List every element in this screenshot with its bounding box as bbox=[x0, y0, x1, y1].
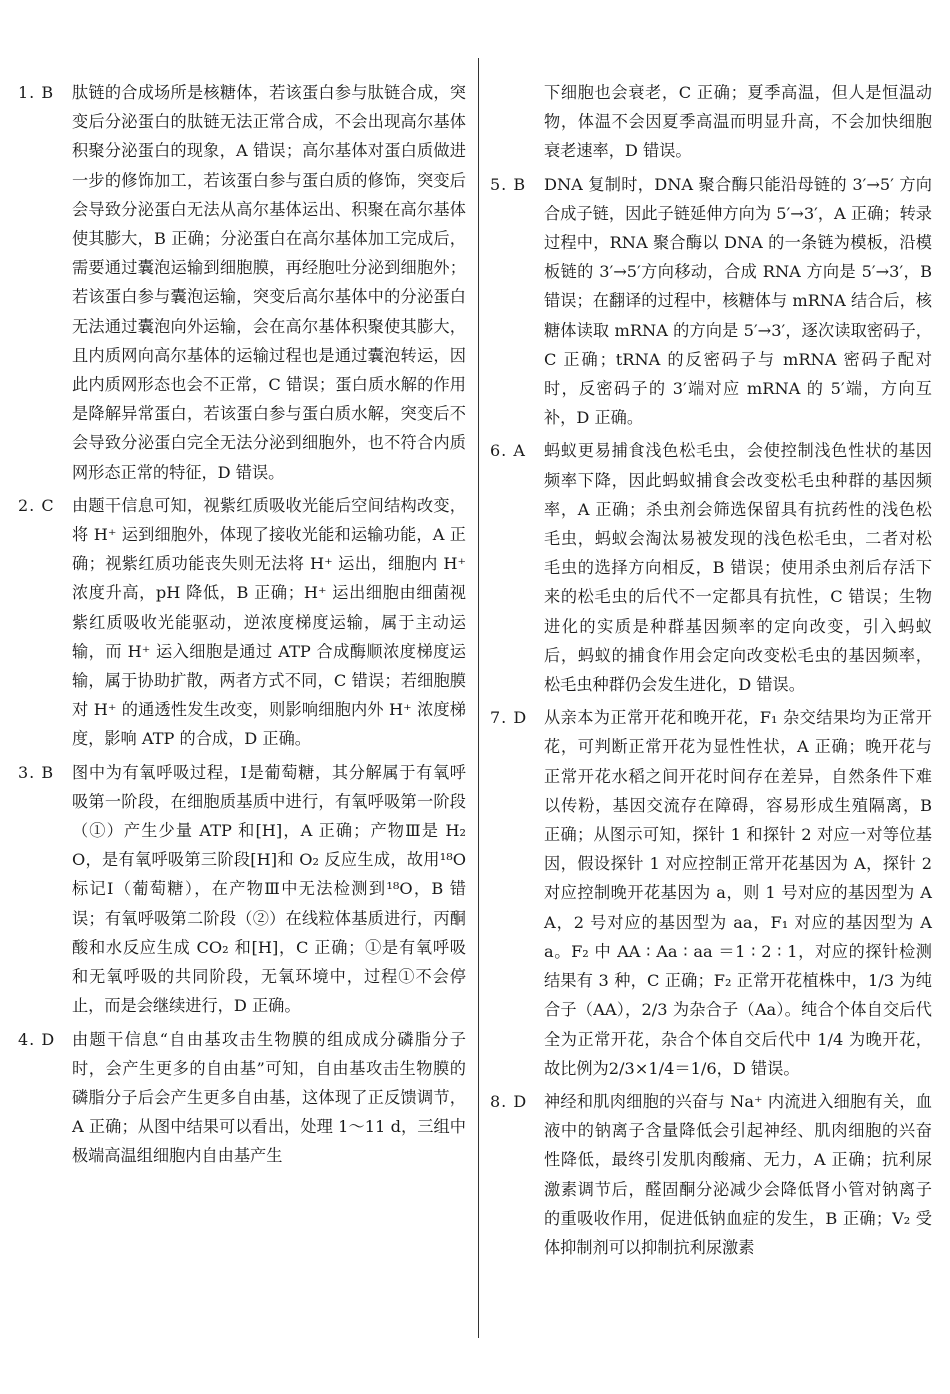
answer-item bbox=[490, 703, 932, 1083]
answer-number: 7. D bbox=[490, 708, 528, 728]
answer-item bbox=[18, 491, 466, 754]
answer-number: 5. B bbox=[490, 174, 527, 194]
answer-explanation: 图中为有氧呼吸过程，Ⅰ是葡萄糖，其分解属于有氧呼吸第一阶段，在细胞质基质中进行，有氧呼吸第一阶段（①）产生少量 ATP 和[H]，A 正确；产物Ⅲ是 H₂O，是有氧呼吸第三阶段[H]和 O₂ 反应生成，故用¹⁸O 标记Ⅰ（葡萄糖），在产物Ⅲ中无法检测到¹⁸O，B 错误；有氧呼吸第二阶段（②）在线粒体基质进行，丙酮酸和水反应生成 CO₂ 和[H]，C 正确；①是有氧呼吸和无氧呼吸的共同阶段，无氧环境中，过程①不会停止，而是会继续进行，D 正确。 bbox=[72, 762, 466, 1016]
answer-number: 3. B bbox=[18, 762, 55, 782]
answer-item bbox=[18, 758, 466, 1021]
answer-number: 8. D bbox=[490, 1091, 528, 1111]
answer-explanation: 由题干信息“自由基攻击生物膜的组成成分磷脂分子时，会产生更多的自由基”可知，自由基攻击生物膜的磷脂分子后会产生更多自由基，这体现了正反馈调节，A 正确；从图中结果可以看出，处理 1～11 d，三组中极端高温组细胞内自由基产生 bbox=[72, 1029, 466, 1166]
answer-number: 2. C bbox=[18, 495, 55, 515]
answer-number: 6. A bbox=[490, 441, 526, 461]
answer-explanation: 肽链的合成场所是核糖体，若该蛋白参与肽链合成，突变后分泌蛋白的肽链无法正常合成，不会出现高尔基体积聚分泌蛋白的现象，A 错误；高尔基体对蛋白质做进一步的修饰加工，若该蛋白参与蛋白质的修饰，突变后会导致分泌蛋白无法从高尔基体运出、积聚在高尔基体使其膨大，B 正确；分泌蛋白在高尔基体加工完成后，需要通过囊泡运输到细胞膜，再经胞吐分泌到细胞外；若该蛋白参与囊泡运输，突变后高尔基体中的分泌蛋白无法通过囊泡向外运输，会在高尔基体积聚使其膨大，且内质网向高尔基体的运输过程也是通过囊泡转运，因此内质网形态也会不正常，C 错误；蛋白质水解的作用是降解异常蛋白，若该蛋白参与蛋白质水解，突变后不会导致分泌蛋白完全无法分泌到细胞外，也不符合内质网形态正常的特征，D 错误。 bbox=[72, 83, 466, 482]
column-divider bbox=[478, 58, 479, 1338]
answer-number: 1. B bbox=[18, 83, 55, 102]
answer-item bbox=[490, 170, 932, 433]
answer-item bbox=[490, 436, 932, 699]
answer-number: 4. D bbox=[18, 1029, 56, 1049]
answer-explanation: 下细胞也会衰老，C 正确；夏季高温，但人是恒温动物，体温不会因夏季高温而明显升高，不会加快细胞衰老速率，D 错误。 bbox=[544, 83, 932, 161]
answer-continuation bbox=[490, 78, 932, 166]
answer-item bbox=[18, 78, 466, 487]
answer-explanation: 蚂蚁更易捕食浅色松毛虫，会使控制浅色性状的基因频率下降，因此蚂蚁捕食会改变松毛虫种群的基因频率，A 正确；杀虫剂会筛选保留具有抗药性的浅色松毛虫，蚂蚁会淘汰易被发现的浅色松毛虫，二者对松毛虫的选择方向相反，B 错误；使用杀虫剂后存活下来的松毛虫的后代不一定都具有抗性，C 错误；生物进化的实质是种群基因频率的定向改变，引入蚂蚁后，蚂蚁的捕食作用会定向改变松毛虫的基因频率，松毛虫种群仍会发生进化，D 错误。 bbox=[544, 441, 932, 695]
answer-explanation: 神经和肌肉细胞的兴奋与 Na⁺ 内流进入细胞有关，血液中的钠离子含量降低会引起神经、肌肉细胞的兴奋性降低，最终引发肌肉酸痛、无力，A 正确；抗利尿激素调节后，醛固酮分泌减少会降低肾小管对钠离子的重吸收作用，促进低钠血症的发生，B 正确；V₂ 受体抑制剂可以抑制抗利尿激素 bbox=[544, 1091, 932, 1257]
answer-explanation: 由题干信息可知，视紫红质吸收光能后空间结构改变，将 H⁺ 运到细胞外，体现了接收光能和运输功能，A 正确；视紫红质功能丧失则无法将 H⁺ 运出，细胞内 H⁺ 浓度升高，pH 降低，B 正确；H⁺ 运出细胞由细菌视紫红质吸收光能驱动，逆浓度梯度运输，属于主动运输，而 H⁺ 运入细胞是通过 ATP 合成酶顺浓度梯度运输，属于协助扩散，两者方式不同，C 错误；若细胞膜对 H⁺ 的通透性发生改变，则影响细胞内外 H⁺ 浓度梯度，影响 ATP 的合成，D 正确。 bbox=[72, 495, 466, 749]
answer-item bbox=[490, 1087, 932, 1262]
answer-item bbox=[18, 1025, 466, 1171]
left-column bbox=[18, 78, 466, 1175]
answer-explanation: 从亲本为正常开花和晚开花，F₁ 杂交结果均为正常开花，可判断正常开花为显性性状，A 正确；晚开花与正常开花水稻之间开花时间存在差异，自然条件下难以传粉，基因交流存在障碍，容易形成生殖隔离，B 正确；从图示可知，探针 1 和探针 2 对应一对等位基因，假设探针 1 对应控制正常开花基因为 A，探针 2 对应控制晚开花基因为 a，则 1 号对应的基因型为 AA，2 号对应的基因型为 aa，F₁ 对应的基因型为 Aa。F₂ 中 AA ∶ Aa ∶ aa ＝1 ∶ 2 ∶ 1，对应的探针检测结果有 3 种，C 正确；F₂ 正常开花植株中，1/3 为纯合子（AA），2/3 为杂合子（Aa）。纯合个体自交后代全为正常开花，杂合个体自交后代中 1/4 为晚开花，故比例为2/3×1/4＝1/6，D 错误。 bbox=[544, 708, 932, 1078]
right-column bbox=[490, 78, 932, 1266]
answer-explanation: DNA 复制时，DNA 聚合酶只能沿母链的 3′→5′ 方向合成子链，因此子链延伸方向为 5′→3′，A 正确；转录过程中，RNA 聚合酶以 DNA 的一条链为模板，沿模板链的 3′→5′方向移动，合成 RNA 方向是 5′→3′，B 错误；在翻译的过程中，核糖体与 mRNA 结合后，核糖体读取 mRNA 的方向是 5′→3′，逐次读取密码子，C 正确；tRNA 的反密码子与 mRNA 密码子配对时，反密码子的 3′端对应 mRNA 的 5′端，方向互补，D 正确。 bbox=[544, 174, 932, 428]
